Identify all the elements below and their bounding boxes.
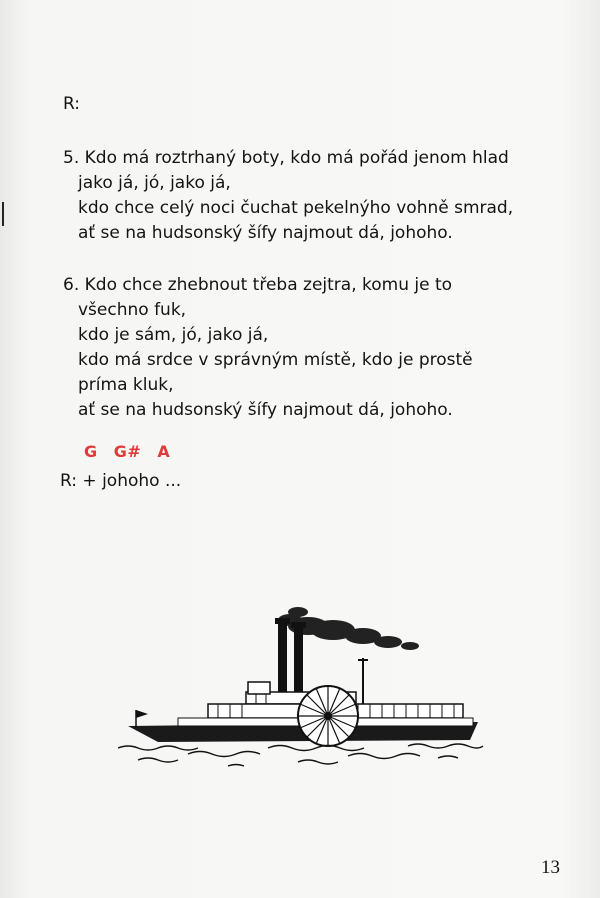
refrain-label: R: bbox=[63, 94, 81, 114]
verse-6-line-2: všechno fuk, bbox=[78, 300, 187, 320]
verse-6-line-5: príma kluk, bbox=[78, 375, 174, 395]
verse-5-line-2: jako já, jó, jako já, bbox=[78, 173, 231, 193]
paddle-steamer-illustration bbox=[118, 598, 488, 788]
page-edge-mark bbox=[2, 202, 4, 226]
chord: G bbox=[84, 442, 98, 461]
verse-5-line-4: ať se na hudsonský šífy najmout dá, johoho. bbox=[78, 223, 453, 243]
verse-5-line-3: kdo chce celý noci čuchat pekelnýho vohně smrad, bbox=[78, 198, 514, 218]
verse-6-line-3: kdo je sám, jó, jako já, bbox=[78, 325, 269, 345]
chord: A bbox=[157, 442, 171, 461]
chord-line bbox=[84, 442, 180, 461]
chord: G# bbox=[113, 442, 142, 461]
page-number: 13 bbox=[541, 857, 560, 878]
refrain-end-line: R: + johoho ... bbox=[60, 471, 182, 491]
verse-6-line-4: kdo má srdce v správným místě, kdo je prostě bbox=[78, 350, 473, 370]
verse-6-line-1: 6. Kdo chce zhebnout třeba zejtra, komu je to bbox=[63, 275, 453, 295]
verse-5-line-1: 5. Kdo má roztrhaný boty, kdo má pořád jenom hlad bbox=[63, 148, 509, 168]
verse-6-line-6: ať se na hudsonský šífy najmout dá, johoho. bbox=[78, 400, 453, 420]
